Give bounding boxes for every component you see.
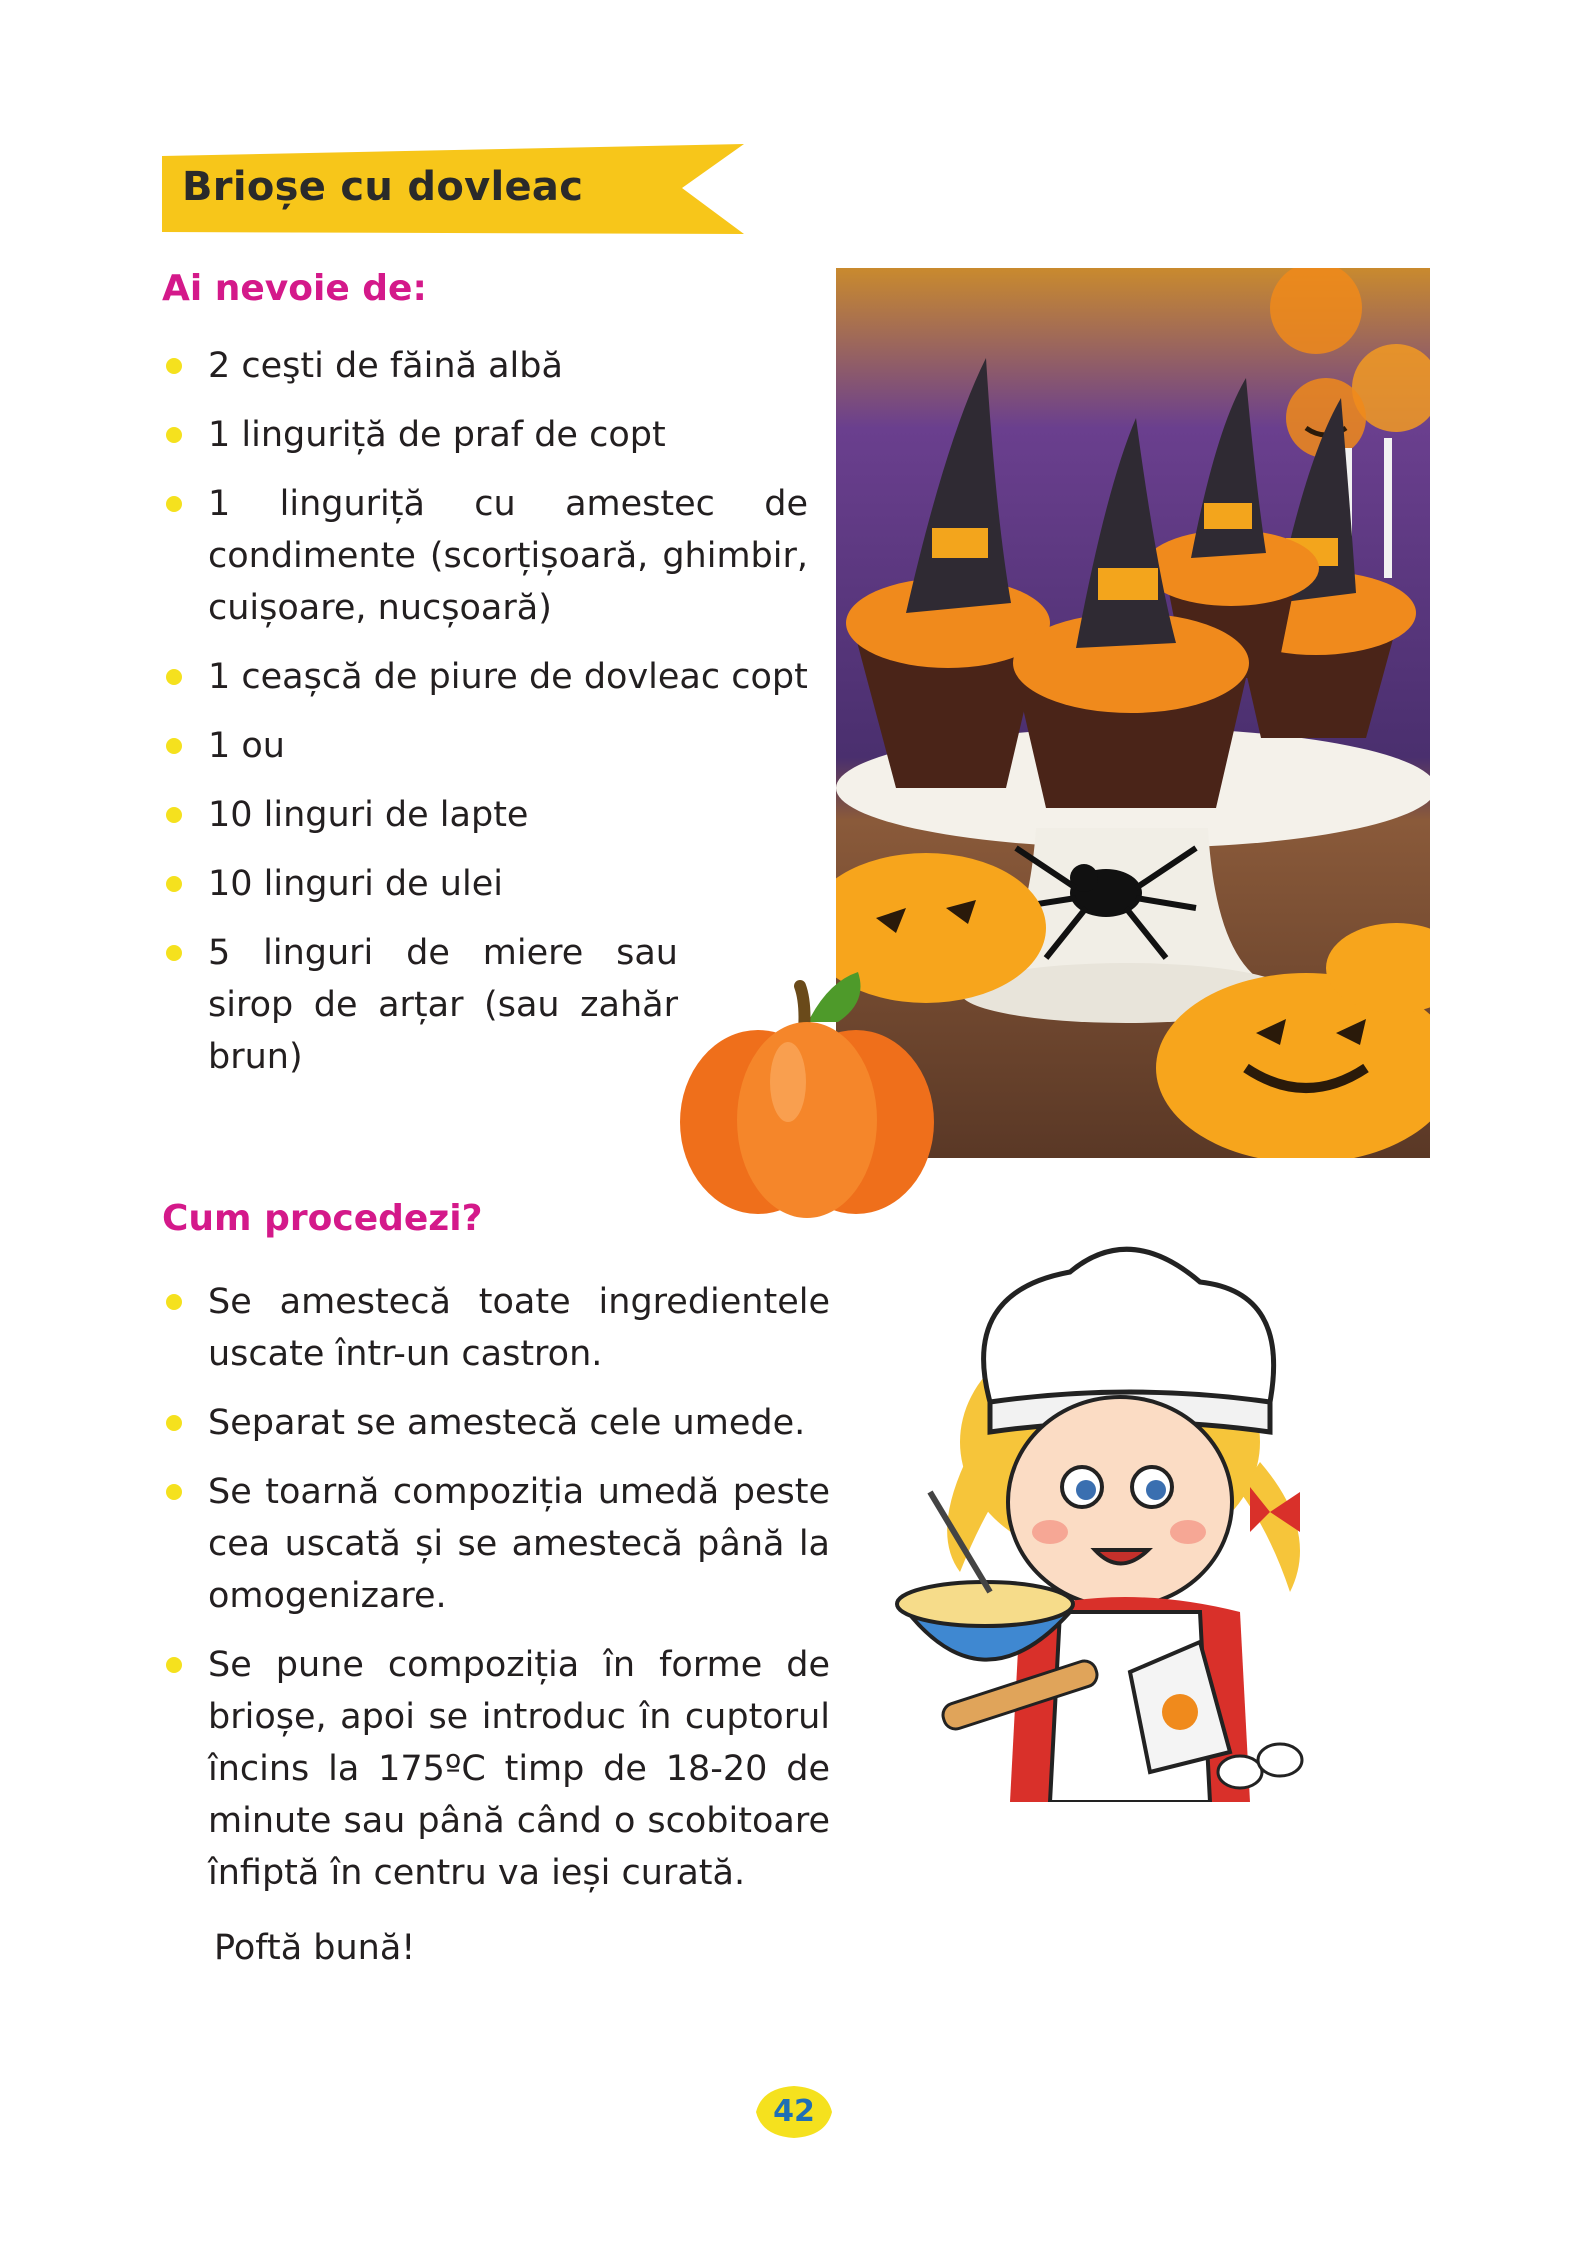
list-item <box>162 858 808 910</box>
pumpkin-icon <box>668 952 946 1230</box>
ingredient-text: 1 ceașcă de piure de dovleac copt <box>208 657 808 697</box>
list-item <box>162 927 678 1083</box>
steps-list <box>162 1276 830 1916</box>
bullet-icon <box>166 1415 182 1431</box>
bullet-icon <box>166 807 182 823</box>
bullet-icon <box>166 669 182 685</box>
bullet-icon <box>166 496 182 512</box>
bullet-icon <box>166 945 182 961</box>
ingredient-text: 2 ceşti de făină albă <box>208 346 563 386</box>
bullet-icon <box>166 358 182 374</box>
list-item <box>162 340 808 392</box>
ingredient-text: 10 linguri de lapte <box>208 795 529 835</box>
list-item <box>162 1276 830 1380</box>
page-number-badge <box>752 2082 836 2142</box>
list-item <box>162 789 808 841</box>
girl-chef-icon <box>870 1232 1400 1802</box>
list-item <box>162 478 808 634</box>
closing-text: Poftă bună! <box>214 1928 416 1968</box>
step-text: Se toarnă compoziția umedă peste cea uscată și se amestecă până la omogenizare. <box>208 1472 830 1616</box>
bullet-icon <box>166 738 182 754</box>
list-item <box>162 1397 830 1449</box>
ingredients-heading: Ai nevoie de: <box>162 268 427 309</box>
steps-heading: Cum procedezi? <box>162 1198 483 1239</box>
ingredient-text: 1 linguriță de praf de copt <box>208 415 666 455</box>
ingredient-text: 10 linguri de ulei <box>208 864 503 904</box>
bullet-icon <box>166 876 182 892</box>
bullet-icon <box>166 1484 182 1500</box>
step-text: Separat se amestecă cele umede. <box>208 1403 806 1443</box>
step-text: Se amestecă toate ingredientele uscate într-un castron. <box>208 1282 830 1374</box>
ingredient-text: 1 linguriță cu amestec de condimente (scorțișoară, ghimbir, cuișoare, nucșoară) <box>208 484 808 628</box>
step-text: Se pune compoziția în forme de brioșe, apoi se introduc în cuptorul încins la 175ºC timp de 18-20 de minute sau până când o scobitoare înfiptă în centru va ieși curată. <box>208 1645 830 1893</box>
bullet-icon <box>166 427 182 443</box>
title-banner <box>162 144 744 236</box>
list-item <box>162 720 808 772</box>
ingredient-text: 1 ou <box>208 726 285 766</box>
list-item <box>162 409 808 461</box>
page-number: 42 <box>773 2094 815 2129</box>
list-item <box>162 1466 830 1622</box>
list-item <box>162 1639 830 1899</box>
page-title: Brioșe cu dovleac <box>182 164 584 210</box>
bullet-icon <box>166 1294 182 1310</box>
list-item <box>162 651 808 703</box>
ingredient-text: 5 linguri de miere sau sirop de arțar (sau zahăr brun) <box>208 933 678 1077</box>
bullet-icon <box>166 1657 182 1673</box>
